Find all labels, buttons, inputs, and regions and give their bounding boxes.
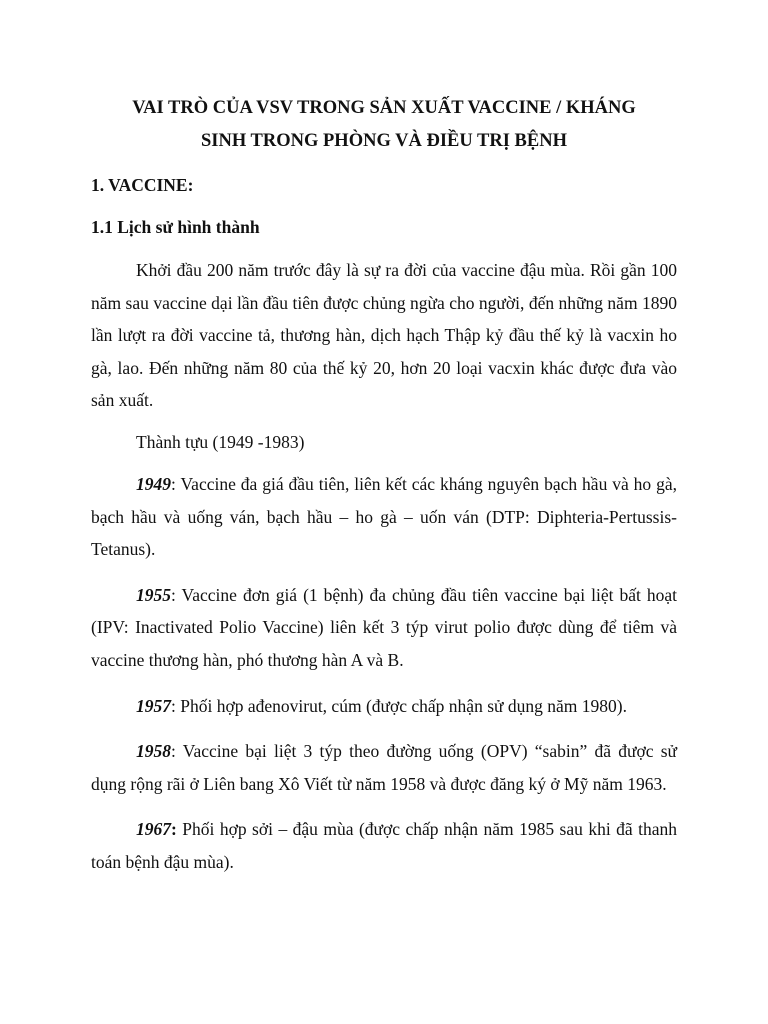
milestone-separator: : [171,473,176,494]
achievements-label: Thành tựu (1949 -1983) [136,431,305,452]
milestone-year: 1955 [136,584,171,605]
document-title [91,92,677,158]
section-heading-vaccine: 1. VACCINE: [91,175,194,195]
milestone-text: Vaccine bại liệt 3 týp theo đường uống (OPV) “sabin” đã được sử dụng rộng rãi ở Liên bang Xô Viết từ năm 1958 và được đăng ký ở Mỹ năm 1963. [91,741,677,794]
milestone-year: 1949 [136,473,171,494]
milestone-separator: : [171,741,176,762]
title-line-1: VAI TRÒ CỦA VSV TRONG SẢN XUẤT VACCINE / KHÁNG [132,98,636,118]
intro-paragraph: Khởi đầu 200 năm trước đây là sự ra đời của vaccine đậu mùa. Rồi gần 100 năm sau vaccine dại lần đầu tiên được chủng ngừa cho người, đến những năm 1890 lần lượt ra đời vaccine tả, thương hàn, dịch hạch Thập kỷ đầu thế kỷ là vacxin ho gà, lao. Đến những năm 80 của thế kỷ 20, hơn 20 loại vacxin khác được đưa vào sản xuất. [91,260,677,411]
milestone-separator: : [171,695,176,716]
milestone-paragraph [91,579,677,677]
milestone-year: 1957 [136,695,171,716]
milestone-text: Phối hợp ađenovirut, cúm (được chấp nhận sử dụng năm 1980). [175,695,627,716]
milestone-text: Phối hợp sởi – đậu mùa (được chấp nhận năm 1985 sau khi đã thanh toán bệnh đậu mùa). [91,819,677,872]
title-line-2: SINH TRONG PHÒNG VÀ ĐIỀU TRỊ BỆNH [201,131,567,151]
milestone-paragraph [91,735,677,800]
milestone-paragraph [91,690,677,723]
milestone-paragraph [91,468,677,566]
milestone-year: 1967 [136,819,171,840]
milestone-text: Vaccine đơn giá (1 bệnh) đa chủng đầu tiên vaccine bại liệt bất hoạt (IPV: Inactivated Polio Vaccine) liên kết 3 týp virut polio được dùng để tiêm và vaccine thương hàn, phó thương hàn A và B. [91,584,677,670]
milestone-text: Vaccine đa giá đầu tiên, liên kết các kháng nguyên bạch hầu và ho gà, bạch hầu và uống ván, bạch hầu – ho gà – uốn ván (DTP: Diphteria-Pertussis-Tetanus). [91,473,677,560]
subsection-heading-history: 1.1 Lịch sử hình thành [91,217,260,237]
milestone-paragraph [91,813,677,878]
milestone-separator: : [171,819,177,840]
milestone-separator: : [171,584,176,605]
milestone-year: 1958 [136,741,171,762]
